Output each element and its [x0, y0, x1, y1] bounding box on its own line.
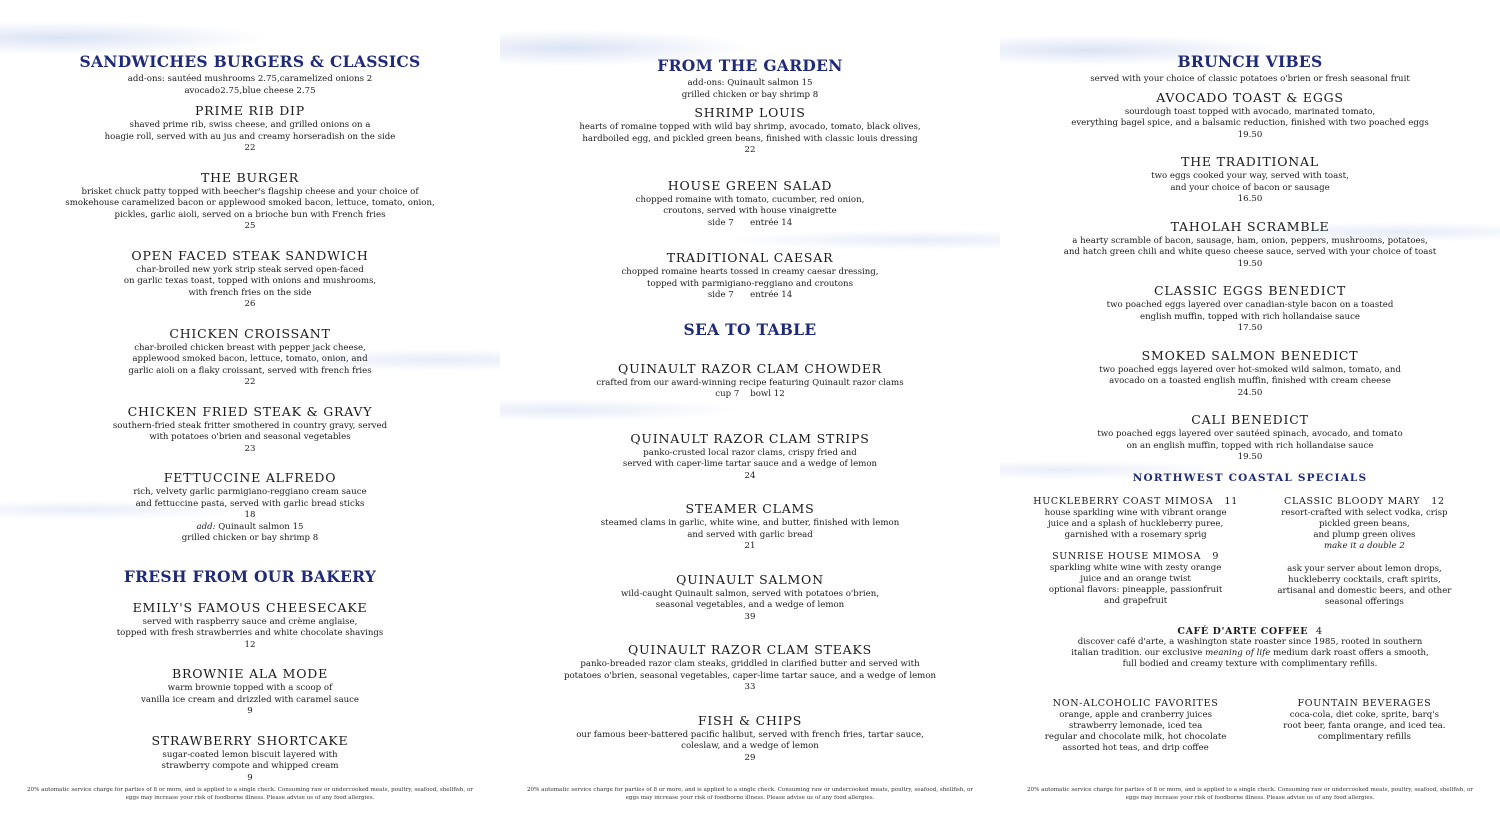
menu-item — [40, 248, 460, 311]
menu-item — [540, 713, 960, 765]
footer-disclaimer: 20% automatic service charge for parties of 8 or more, and is applied to a single check. Consuming raw or undercooked meats, poultry, seafood, shellfish, or eggs may increase your risk of foodborne illness. Please advise us of any food allergies. — [1026, 787, 1474, 801]
menu-item — [540, 105, 960, 157]
section-title-coastal-specials: NORTHWEST COASTAL SPECIALS — [1132, 471, 1368, 484]
drink-item — [1030, 496, 1241, 541]
menu-item — [540, 178, 960, 230]
menu-item — [540, 642, 960, 694]
item-price: cup 7 bowl 12 — [715, 389, 785, 399]
item-description: our famous beer-battered pacific halibut, served with french fries, tartar sauce, coleslaw, and a wedge of lemon — [576, 729, 924, 751]
item-price: 22 — [244, 377, 256, 387]
item-price: 17.50 — [1237, 323, 1263, 333]
item-price: 33 — [744, 682, 756, 692]
item-description: two eggs cooked your way, served with toast, and your choice of bacon or sausage — [1151, 171, 1349, 193]
section-title-sandwiches: SANDWICHES BURGERS & CLASSICS — [79, 52, 421, 71]
menu-item — [1030, 348, 1470, 400]
drink-item — [1030, 551, 1241, 607]
item-price: 23 — [244, 443, 256, 454]
menu-panel-left — [0, 0, 500, 825]
menu-item — [40, 733, 460, 785]
item-description: panko-breaded razor clam steaks, griddled in clarified butter and served with potatoes o'brien, seasonal vegetables, caper-lime tartar sauce, and a wedge of lemon — [563, 659, 937, 681]
coffee-description-line1: discover café d'arte, a washington state roaster since 1985, rooted in southern — [1077, 636, 1423, 647]
section-title-sea-to-table: SEA TO TABLE — [683, 319, 817, 339]
item-price: 21 — [744, 541, 756, 551]
beverages-left-column — [1030, 698, 1241, 754]
drink-name: HUCKLEBERRY COAST MIMOSA 11 — [1033, 495, 1238, 507]
item-name: CALI BENEDICT — [1191, 412, 1309, 427]
coffee-price: 4 — [1315, 625, 1323, 637]
item-name: CHICKEN FRIED STEAK & GRAVY — [127, 403, 373, 419]
item-price: 29 — [744, 752, 756, 763]
item-price: 19.50 — [1237, 129, 1263, 140]
menu-item — [1030, 90, 1470, 142]
drink-item — [1259, 564, 1470, 608]
coffee-name: CAFÉ D'ARTE COFFEE — [1177, 625, 1309, 637]
item-name: CHICKEN CROISSANT — [169, 325, 331, 341]
item-name: STEAMER CLAMS — [685, 501, 815, 516]
beverage-heading: FOUNTAIN BEVERAGES — [1297, 697, 1432, 709]
menu-item — [40, 470, 460, 545]
item-name: CLASSIC EGGS BENEDICT — [1154, 283, 1346, 298]
item-price: 19.50 — [1237, 452, 1263, 462]
item-description: char-broiled chicken breast with pepper jack cheese, applewood smoked bacon, lettuce, tomato, onion, and garlic aioli on a flaky croissant, served with french fries — [128, 342, 372, 376]
item-price: 24 — [744, 470, 756, 481]
item-addon-line2: grilled chicken or bay shrimp 8 — [181, 533, 319, 543]
beverage-list: orange, apple and cranberry juices strawberry lemonade, iced tea regular and chocolate milk, hot chocolate assorted hot teas, and drip coffee — [1044, 709, 1227, 753]
item-name: SHRIMP LOUIS — [694, 105, 806, 120]
specials-columns — [1030, 496, 1470, 618]
item-price: 18 — [244, 510, 256, 520]
addon-label: add: — [196, 521, 216, 532]
item-name: FISH & CHIPS — [697, 712, 803, 728]
menu-panel-right — [1000, 0, 1500, 825]
addon-text: Quinault salmon 15 — [215, 521, 304, 532]
item-price: 22 — [244, 143, 256, 153]
specials-left-column — [1030, 496, 1241, 618]
item-price: 9 — [247, 772, 253, 783]
menu-item — [40, 600, 460, 652]
item-name: QUINAULT SALMON — [676, 571, 824, 587]
item-description: crafted from our award-winning recipe featuring Quinault razor clams — [596, 377, 904, 388]
beverage-list: coca-cola, diet coke, sprite, barq's root beer, fanta orange, and iced tea. complimentary refills — [1283, 709, 1446, 742]
item-description: sourdough toast topped with avocado, marinated tomato, everything bagel spice, and a balsamic reduction, finished with two poached eggs — [1071, 106, 1429, 128]
item-price: 26 — [244, 299, 256, 309]
section-note-addons: add-ons: sautéed mushrooms 2.75,caramelized onions 2 avocado2.75,blue cheese 2.75 — [127, 74, 373, 96]
menu-item — [40, 103, 460, 155]
menu-item — [540, 250, 960, 302]
item-description: served with raspberry sauce and crème anglaise, topped with fresh strawberries and white chocolate shavings — [116, 616, 384, 638]
menu-item — [1030, 412, 1470, 464]
menu-item — [40, 666, 460, 718]
coffee-block — [1030, 626, 1470, 670]
item-name: TAHOLAH SCRAMBLE — [1170, 218, 1330, 234]
menu-item — [540, 361, 960, 401]
item-name: BROWNIE ALA MODE — [172, 666, 328, 681]
menu-panel-center — [500, 0, 1000, 825]
beverages-right-column — [1259, 698, 1470, 754]
item-price: side 7 entrée 14 — [707, 290, 793, 300]
drink-description: sparkling white wine with zesty orange juice and an orange twist optional flavors: pineapple, passionfruit and grapefruit — [1048, 562, 1223, 606]
item-name: OPEN FACED STEAK SANDWICH — [131, 247, 369, 263]
item-price: 25 — [244, 221, 256, 231]
beverage-heading: NON-ALCOHOLIC FAVORITES — [1052, 697, 1219, 709]
section-title-garden: FROM THE GARDEN — [657, 56, 843, 75]
item-name: THE BURGER — [201, 169, 299, 185]
coffee-desc-part: italian tradition. our exclusive — [1071, 647, 1206, 658]
item-name: THE TRADITIONAL — [1181, 154, 1319, 169]
coffee-desc-part: medium dark roast offers a smooth, — [1270, 647, 1429, 658]
item-addon — [40, 522, 460, 534]
drink-description: house sparkling wine with vibrant orange juice and a splash of huckleberry puree, garnished with a rosemary sprig — [1044, 507, 1227, 540]
item-price: side 7 entrée 14 — [707, 217, 793, 228]
item-description: rich, velvety garlic parmigiano-reggiano cream sauce and fettuccine pasta, served with garlic bread sticks — [133, 487, 367, 509]
item-description: panko-crusted local razor clams, crispy fried and served with caper-lime tartar sauce and a wedge of lemon — [622, 447, 878, 469]
item-name: PRIME RIB DIP — [195, 103, 305, 118]
menu-item — [1030, 154, 1470, 206]
item-name: AVOCADO TOAST & EGGS — [1156, 89, 1344, 105]
item-price: 12 — [244, 639, 256, 650]
drink-name: SUNRISE HOUSE MIMOSA 9 — [1052, 550, 1220, 562]
drink-note-text: make it a double 2 — [1323, 540, 1405, 551]
menu-item — [540, 572, 960, 624]
section-note-addons: add-ons: Quinault salmon 15 grilled chicken or bay shrimp 8 — [681, 78, 819, 100]
section-note-brunch: served with your choice of classic potatoes o'brien or fresh seasonal fruit — [1090, 74, 1410, 84]
drink-note — [1259, 541, 1470, 552]
section-title-brunch: BRUNCH VIBES — [1177, 52, 1323, 71]
menu-item — [540, 501, 960, 553]
item-description: wild-caught Quinault salmon, served with potatoes o'brien, seasonal vegetables, and a wedge of lemon — [621, 588, 879, 610]
item-description: chopped romaine hearts tossed in creamy caesar dressing, topped with parmigiano-reggiano and croutons — [621, 267, 879, 289]
coffee-description-line2 — [1030, 648, 1470, 659]
item-price: 22 — [744, 145, 756, 155]
item-price: 39 — [744, 611, 756, 622]
item-name: QUINAULT RAZOR CLAM STEAKS — [628, 642, 872, 657]
item-name: STRAWBERRY SHORTCAKE — [151, 732, 349, 748]
item-price: 9 — [247, 706, 253, 716]
footer-disclaimer: 20% automatic service charge for parties of 8 or more, and is applied to a single check. Consuming raw or undercooked meats, poultry, seafood, shellfish, or eggs may increase your risk of foodborne illness. Please advise us of any food allergies. — [26, 787, 474, 801]
item-description: char-broiled new york strip steak served open-faced on garlic texas toast, topped with onions and mushrooms, with french fries on the side — [123, 264, 377, 298]
item-name: SMOKED SALMON BENEDICT — [1141, 347, 1359, 363]
item-description: southern-fried steak fritter smothered in country gravy, served with potatoes o'brien and seasonal vegetables — [112, 420, 388, 442]
menu-item — [40, 326, 460, 389]
item-name: QUINAULT RAZOR CLAM CHOWDER — [618, 360, 882, 376]
menu-item — [40, 170, 460, 233]
item-name: TRADITIONAL CAESAR — [666, 250, 834, 265]
menu-item — [540, 431, 960, 483]
beverages-columns — [1030, 698, 1470, 754]
drink-description: resort-crafted with select vodka, crisp pickled green beans, and plump green olives — [1281, 507, 1448, 540]
footer-disclaimer: 20% automatic service charge for parties of 8 or more, and is applied to a single check. Consuming raw or undercooked meats, poultry, seafood, shellfish, or eggs may increase your risk of foodborne illness. Please advise us of any food allergies. — [526, 787, 974, 801]
item-price: 24.50 — [1237, 387, 1263, 398]
item-description: two poached eggs layered over canadian-style bacon on a toasted english muffin, topped with rich hollandaise sauce — [1106, 300, 1394, 322]
item-description: warm brownie topped with a scoop of vanilla ice cream and drizzled with caramel sauce — [140, 683, 360, 705]
item-name: HOUSE GREEN SALAD — [667, 177, 833, 193]
menu-item — [40, 404, 460, 456]
coffee-title — [1030, 626, 1470, 637]
item-description: shaved prime rib, swiss cheese, and grilled onions on a hoagie roll, served with au jus and creamy horseradish on the side — [104, 120, 396, 142]
menu-item — [1030, 283, 1470, 335]
item-description: two poached eggs layered over sautéed spinach, avocado, and tomato on an english muffin, topped with rich hollandaise sauce — [1097, 429, 1403, 451]
coffee-desc-italic: meaning of life — [1205, 647, 1271, 658]
item-description: a hearty scramble of bacon, sausage, ham, onion, peppers, mushrooms, potatoes, and hatch green chili and white queso cheese sauce, served with your choice of toast — [1063, 235, 1437, 257]
item-price: 16.50 — [1237, 194, 1263, 204]
item-price: 19.50 — [1237, 258, 1263, 269]
item-description: brisket chuck patty topped with beecher's flagship cheese and your choice of smokehouse caramelized bacon or applewood smoked bacon, lettuce, tomato, onion, pickles, garlic aioli, served on a brioche bun with French fries — [65, 186, 435, 220]
item-description: hearts of romaine topped with wild bay shrimp, avocado, tomato, black olives, hardboiled egg, and pickled green beans, finished with classic louis dressing — [579, 122, 921, 144]
item-description: steamed clams in garlic, white wine, and butter, finished with lemon and served with garlic bread — [600, 518, 900, 540]
item-description: sugar-coated lemon biscuit layered with strawberry compote and whipped cream — [161, 749, 339, 771]
item-description: chopped romaine with tomato, cucumber, red onion, croutons, served with house vinaigrette — [635, 194, 865, 216]
item-name: FETTUCCINE ALFREDO — [163, 470, 337, 485]
coffee-description-line3: full bodied and creamy texture with complimentary refills. — [1122, 658, 1378, 669]
drink-item — [1259, 496, 1470, 552]
drink-name: CLASSIC BLOODY MARY 12 — [1284, 495, 1445, 507]
specials-right-column — [1259, 496, 1470, 618]
item-name: QUINAULT RAZOR CLAM STRIPS — [630, 430, 870, 446]
drink-description: ask your server about lemon drops, huckleberry cocktails, craft spirits, artisanal and domestic beers, and other seasonal offerings — [1277, 563, 1452, 607]
item-description: two poached eggs layered over hot-smoked wild salmon, tomato, and avocado on a toasted english muffin, finished with cream cheese — [1099, 364, 1401, 386]
menu-item — [1030, 219, 1470, 271]
section-title-bakery: FRESH FROM OUR BAKERY — [123, 566, 377, 586]
item-name: EMILY'S FAMOUS CHEESECAKE — [132, 599, 368, 615]
